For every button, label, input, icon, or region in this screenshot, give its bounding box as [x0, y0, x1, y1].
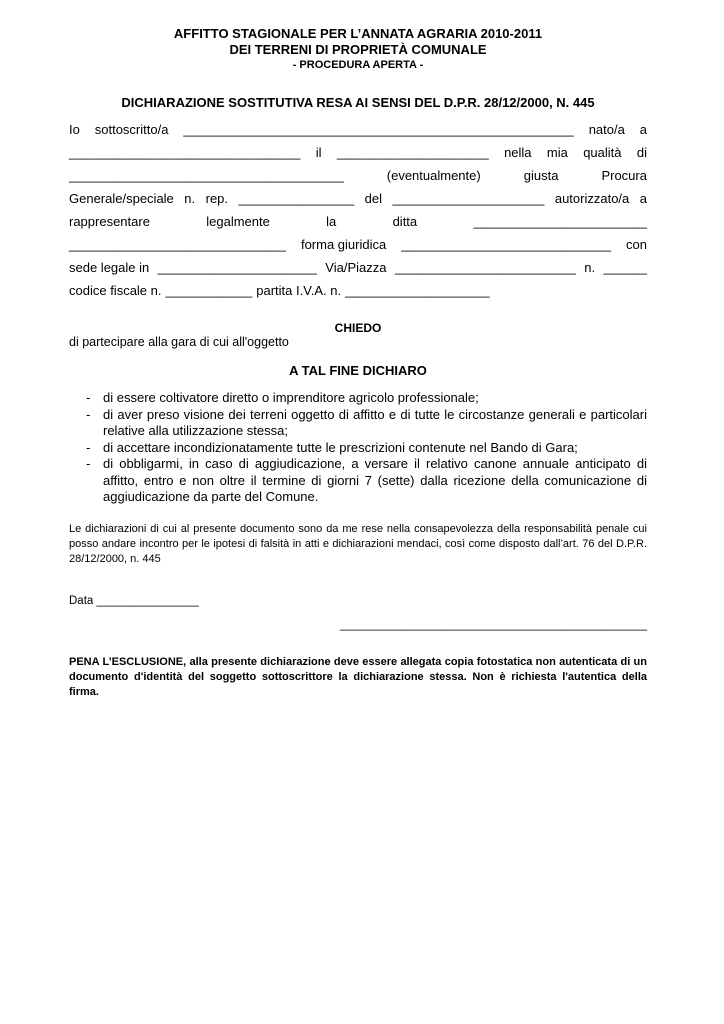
- document-title-line2: DEI TERRENI DI PROPRIETÀ COMUNALE: [229, 42, 487, 57]
- form-text: forma giuridica: [300, 237, 387, 252]
- form-text: a: [639, 122, 647, 137]
- name-field[interactable]: ______________________________________________________: [183, 122, 574, 137]
- form-text: rappresentare: [69, 214, 150, 229]
- exclusion-notice-lead: PENA L’ESCLUSIONE,: [69, 655, 187, 668]
- dichiaro-heading: A TAL FINE DICHIARO: [289, 363, 427, 378]
- exclusion-notice-text: alla presente dichiarazione deve essere allegata copia fotostatica non autenticata di un documento d'identità del soggetto sottoscrittore la dichiarazione stessa. Non è richiesta l'autentica della firma.: [69, 655, 648, 698]
- list-item: [69, 407, 647, 440]
- form-text: sottoscritto/a: [94, 122, 169, 137]
- form-text: Io: [69, 122, 80, 137]
- form-row-8: [69, 283, 647, 306]
- list-item-text: di aver preso visione dei terreni oggetto di affitto e di tutte le circostanze generali e particolari relative alla utilizzazione stessa;: [103, 406, 647, 438]
- date-field[interactable]: ________________: [96, 594, 199, 607]
- responsibility-statement: Le dichiarazioni di cui al presente documento sono da me rese nella consapevolezza della responsabilità penale cui posso andare incontro per le ipotesi di falsità in atti e dichiarazioni mendaci, così come disposto dall’art. 76 del D.P.R. 28/12/2000, n. 445: [69, 522, 647, 565]
- form-text: autorizzato/a: [554, 191, 630, 206]
- form-row-2: [69, 145, 647, 168]
- birthdate-field[interactable]: _____________________: [336, 145, 489, 160]
- form-row-1: [69, 122, 647, 145]
- form-text: n.: [584, 260, 596, 275]
- chiedo-heading: CHIEDO: [334, 321, 382, 335]
- form-text: il: [315, 145, 322, 160]
- date-label: Data: [69, 594, 94, 607]
- rep-number-field[interactable]: ________________: [238, 191, 355, 206]
- signature-field[interactable]: ______________________________________________: [340, 616, 647, 631]
- form-text: ditta: [392, 214, 418, 229]
- list-marker: -: [86, 390, 91, 405]
- declaration-title: DICHIARAZIONE SOSTITUTIVA RESA AI SENSI DEL D.P.R. 28/12/2000, N. 445: [121, 95, 595, 110]
- form-text: Generale/speciale: [69, 191, 174, 206]
- form-row-7: [69, 260, 647, 283]
- document-page: [69, 26, 647, 700]
- form-text: Via/Piazza: [325, 260, 387, 275]
- list-item: [69, 440, 647, 457]
- procura-date-field[interactable]: _____________________: [392, 191, 545, 206]
- street-number-field[interactable]: ______: [603, 260, 647, 275]
- street-field[interactable]: _________________________: [394, 260, 576, 275]
- exclusion-notice: [69, 655, 647, 700]
- list-item: [69, 456, 647, 506]
- form-row-6: [69, 237, 647, 260]
- date-row: [69, 595, 647, 607]
- qualification-field[interactable]: ______________________________________: [69, 168, 344, 183]
- form-text: con: [626, 237, 647, 252]
- form-text: (eventualmente): [386, 168, 481, 183]
- form-text: del: [364, 191, 383, 206]
- company-field-continued[interactable]: ______________________________: [69, 237, 286, 252]
- list-item: [69, 390, 647, 407]
- form-text: n.: [184, 191, 196, 206]
- form-text: rep.: [205, 191, 229, 206]
- form-text: Procura: [601, 168, 647, 183]
- list-item-text: di accettare incondizionatamente tutte le prescrizioni contenute nel Bando di Gara;: [103, 439, 578, 455]
- birthplace-field[interactable]: ________________________________: [69, 145, 301, 160]
- form-row-5: [69, 214, 647, 237]
- company-field[interactable]: ________________________: [473, 214, 647, 229]
- form-text: mia: [546, 145, 568, 160]
- form-row-4: [69, 191, 647, 214]
- form-text: nato/a: [588, 122, 625, 137]
- form-text: sede legale in: [69, 260, 150, 275]
- declarant-form: [69, 122, 647, 306]
- form-text: qualità: [583, 145, 622, 160]
- list-marker: -: [86, 406, 91, 422]
- form-text: a: [639, 191, 647, 206]
- form-row-3: [69, 168, 647, 191]
- form-text: legalmente: [206, 214, 270, 229]
- vat-number-field[interactable]: ____________________: [345, 283, 490, 298]
- form-text: giusta: [523, 168, 559, 183]
- declaration-list: [69, 390, 647, 506]
- form-text: la: [326, 214, 337, 229]
- document-subtitle: - PROCEDURA APERTA -: [292, 59, 424, 71]
- list-marker: -: [86, 439, 91, 455]
- list-item-text: di essere coltivatore diretto o imprenditore agricolo professionale;: [103, 390, 479, 405]
- form-text: partita I.V.A. n.: [256, 283, 342, 298]
- tax-code-field[interactable]: ____________: [165, 283, 253, 298]
- legal-form-field[interactable]: _____________________________: [401, 237, 611, 252]
- form-text: codice fiscale n.: [69, 283, 162, 298]
- list-item-text: di obbligarmi, in caso di aggiudicazione, a versare il relativo canone annuale anticipato di affitto, entro e non oltre il termine di giorni 7 (sette) dalla ricezione della comunicazione di aggiudicazione da parte del Comune.: [103, 456, 647, 504]
- list-marker: -: [86, 456, 91, 471]
- legal-seat-field[interactable]: ______________________: [157, 260, 317, 275]
- form-text: di: [636, 145, 647, 160]
- document-title-line1: AFFITTO STAGIONALE PER L’ANNATA AGRARIA 2010-2011: [173, 26, 543, 41]
- form-text: nella: [504, 145, 532, 160]
- chiedo-text: di partecipare alla gara di cui all'oggetto: [69, 335, 289, 349]
